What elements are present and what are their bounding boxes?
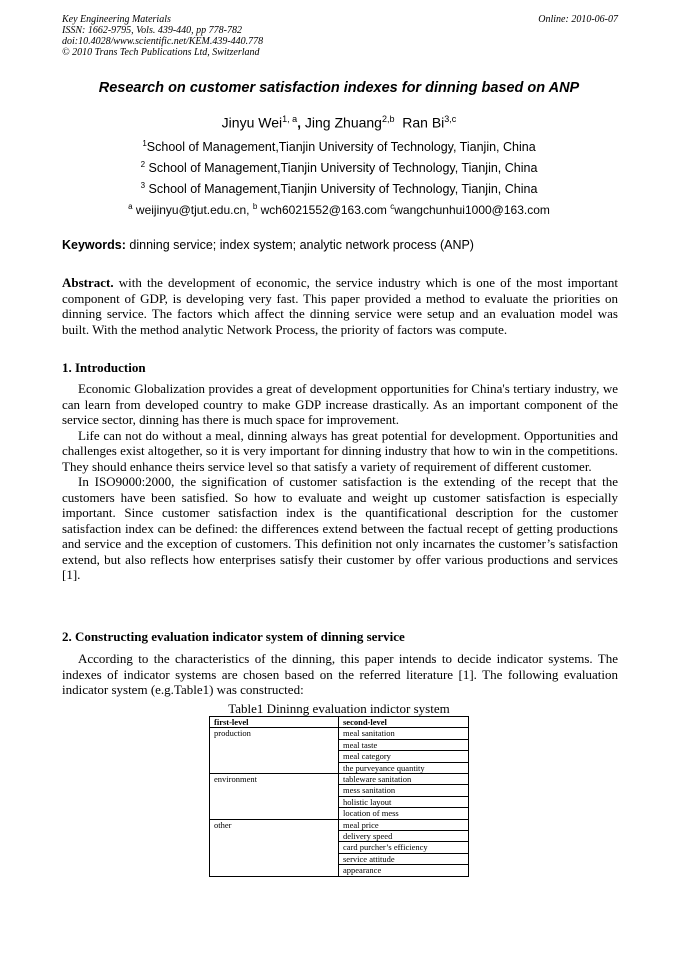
affiliation-sup: 2 bbox=[140, 160, 146, 169]
table-header-row bbox=[210, 717, 469, 728]
table-row bbox=[210, 808, 469, 819]
first-level-cell bbox=[210, 751, 339, 762]
first-level-cell bbox=[210, 865, 339, 876]
second-level-cell: service attitude bbox=[339, 853, 469, 864]
table-row bbox=[210, 842, 469, 853]
first-level-cell bbox=[210, 785, 339, 796]
second-level-cell: card purcher’s efficiency bbox=[339, 842, 469, 853]
second-level-cell: meal category bbox=[339, 751, 469, 762]
affiliation-text: School of Management,Tianjin University of Technology, Tianjin, China bbox=[148, 161, 538, 176]
author-name: Jing Zhuang bbox=[304, 114, 382, 131]
table-row bbox=[210, 774, 469, 785]
affiliation-sup: 3 bbox=[140, 181, 146, 190]
table-row bbox=[210, 853, 469, 864]
second-level-cell: holistic layout bbox=[339, 796, 469, 807]
table-row bbox=[210, 819, 469, 830]
affiliation bbox=[40, 139, 638, 154]
author-list: Jinyu Wei$^{1, a}$, Jing Zhuang$^{2,b}$ Ran Bi$^{3,c}$ bbox=[221, 114, 457, 131]
affiliation-text: School of Management,Tianjin University of Technology, Tianjin, China bbox=[146, 140, 536, 155]
email-address[interactable]: weijinyu@tjut.edu.cn, bbox=[135, 203, 250, 217]
second-level-cell: location of mess bbox=[339, 808, 469, 819]
second-level-cell: meal sanitation bbox=[339, 728, 469, 739]
email-sup: b bbox=[252, 202, 258, 211]
keywords bbox=[62, 238, 618, 252]
paper-title: Research on customer satisfaction indexes for dinning based on ANP bbox=[98, 80, 580, 96]
email-address[interactable]: wangchunhui1000@163.com bbox=[394, 203, 550, 217]
second-level-cell: appearance bbox=[339, 865, 469, 876]
paragraph: In ISO9000:2000, the signification of customer satisfaction is the extending of the recept that the customers have been satisfied. So how to evaluate and weight up customer satisfaction is especially important. Since customer satisfaction index is the quantificational description for the customer satisfaction index can be defined: the differences extend between the factual recept of getting productions and service and the exception of customers. This definition not only incarnates the customer’s satisfaction extend, but also reflects how enterprises satisfy their customer by offer various productions and services [1]. bbox=[62, 474, 618, 582]
author-name: Jinyu Wei bbox=[221, 114, 283, 131]
paragraph: Life can not do without a meal, dinning always has great potential for development. Opportunities and challenges exist altogether, so it is very important for dinning industry that how to win in the competitions. They should enhance theirs service level so that satisfy a variety of requirement of different customer. bbox=[62, 427, 618, 474]
table-row bbox=[210, 831, 469, 842]
first-level-cell: other bbox=[210, 819, 339, 830]
online-date: Online: 2010-06-07 bbox=[538, 14, 618, 25]
first-level-cell bbox=[210, 808, 339, 819]
table-row bbox=[210, 796, 469, 807]
author-sup: 3,c bbox=[444, 114, 457, 124]
email-sup: c bbox=[390, 202, 395, 211]
section-heading: 1. Introduction bbox=[62, 360, 146, 375]
second-level-cell: the purveyance quantity bbox=[339, 762, 469, 773]
journal-header bbox=[62, 14, 618, 58]
author-sup: 1, a bbox=[282, 114, 298, 124]
table-row bbox=[210, 739, 469, 750]
table-row bbox=[210, 728, 469, 739]
email-sup: a bbox=[128, 202, 133, 211]
table-row bbox=[210, 751, 469, 762]
indicator-table bbox=[209, 716, 469, 877]
email-list bbox=[40, 202, 638, 217]
first-level-cell: production bbox=[210, 728, 339, 739]
first-level-cell bbox=[210, 842, 339, 853]
journal-doi: doi:10.4028/www.scientific.net/KEM.439-440.778 bbox=[62, 36, 264, 47]
second-level-cell: mess sanitation bbox=[339, 785, 469, 796]
second-level-cell: meal price bbox=[339, 819, 469, 830]
abstract-label: Abstract. bbox=[62, 275, 114, 290]
table-row bbox=[210, 762, 469, 773]
journal-copyright: © 2010 Trans Tech Publications Ltd, Switzerland bbox=[62, 47, 260, 58]
second-level-cell: delivery speed bbox=[339, 831, 469, 842]
keywords-label: Keywords: bbox=[62, 238, 126, 252]
journal-name: Key Engineering Materials bbox=[62, 14, 171, 25]
first-level-cell: environment bbox=[210, 774, 339, 785]
first-level-cell bbox=[210, 762, 339, 773]
first-level-cell bbox=[210, 796, 339, 807]
table-header-cell: second-level bbox=[339, 717, 469, 728]
email-address[interactable]: wch6021552@163.com bbox=[260, 203, 387, 217]
section-heading: 2. Constructing evaluation indicator system of dinning service bbox=[62, 629, 405, 644]
affiliation-text: School of Management,Tianjin University of Technology, Tianjin, China bbox=[148, 182, 538, 197]
paragraph: According to the characteristics of the dinning, this paper intends to decide indicator systems. The indexes of indicator systems are chosen based on the referred literature [1]. The following evaluation indicator system (e.g.Table1) was constructed: bbox=[62, 651, 618, 697]
affiliation bbox=[40, 181, 638, 196]
section-body bbox=[62, 381, 618, 583]
first-level-cell bbox=[210, 831, 339, 842]
author-name: Ran Bi bbox=[402, 114, 445, 131]
second-level-cell: meal taste bbox=[339, 739, 469, 750]
abstract bbox=[62, 275, 618, 337]
table-row bbox=[210, 785, 469, 796]
table-header-cell: first-level bbox=[210, 717, 339, 728]
paragraph: Economic Globalization provides a great of development opportunities for China's tertiary industry, we can learn from developed country to make GDP increase drastically. As an important component of the service sector, dinning has there is much space for improvement. bbox=[62, 381, 618, 427]
first-level-cell bbox=[210, 853, 339, 864]
author-sup: 2,b bbox=[381, 114, 395, 124]
affiliation-sup: 1 bbox=[142, 139, 147, 148]
section-body bbox=[62, 651, 618, 698]
affiliation bbox=[40, 160, 638, 175]
abstract-text: with the development of economic, the service industry which is one of the most important component of GDP, is developing very fast. This paper provided a method to evaluate the priorities on dinning service. The factors which affect the dinning service were setup and an evaluation model was built. With the method analytic Network Process, the priority of factors was compute. bbox=[62, 275, 619, 337]
table-caption: Table1 Dininng evaluation indictor system bbox=[228, 701, 450, 716]
journal-issn: ISSN: 1662-9795, Vols. 439-440, pp 778-782 bbox=[62, 25, 242, 36]
keywords-text: dinning service; index system; analytic network process (ANP) bbox=[129, 238, 474, 252]
table-row bbox=[210, 865, 469, 876]
first-level-cell bbox=[210, 739, 339, 750]
second-level-cell: tableware sanitation bbox=[339, 774, 469, 785]
